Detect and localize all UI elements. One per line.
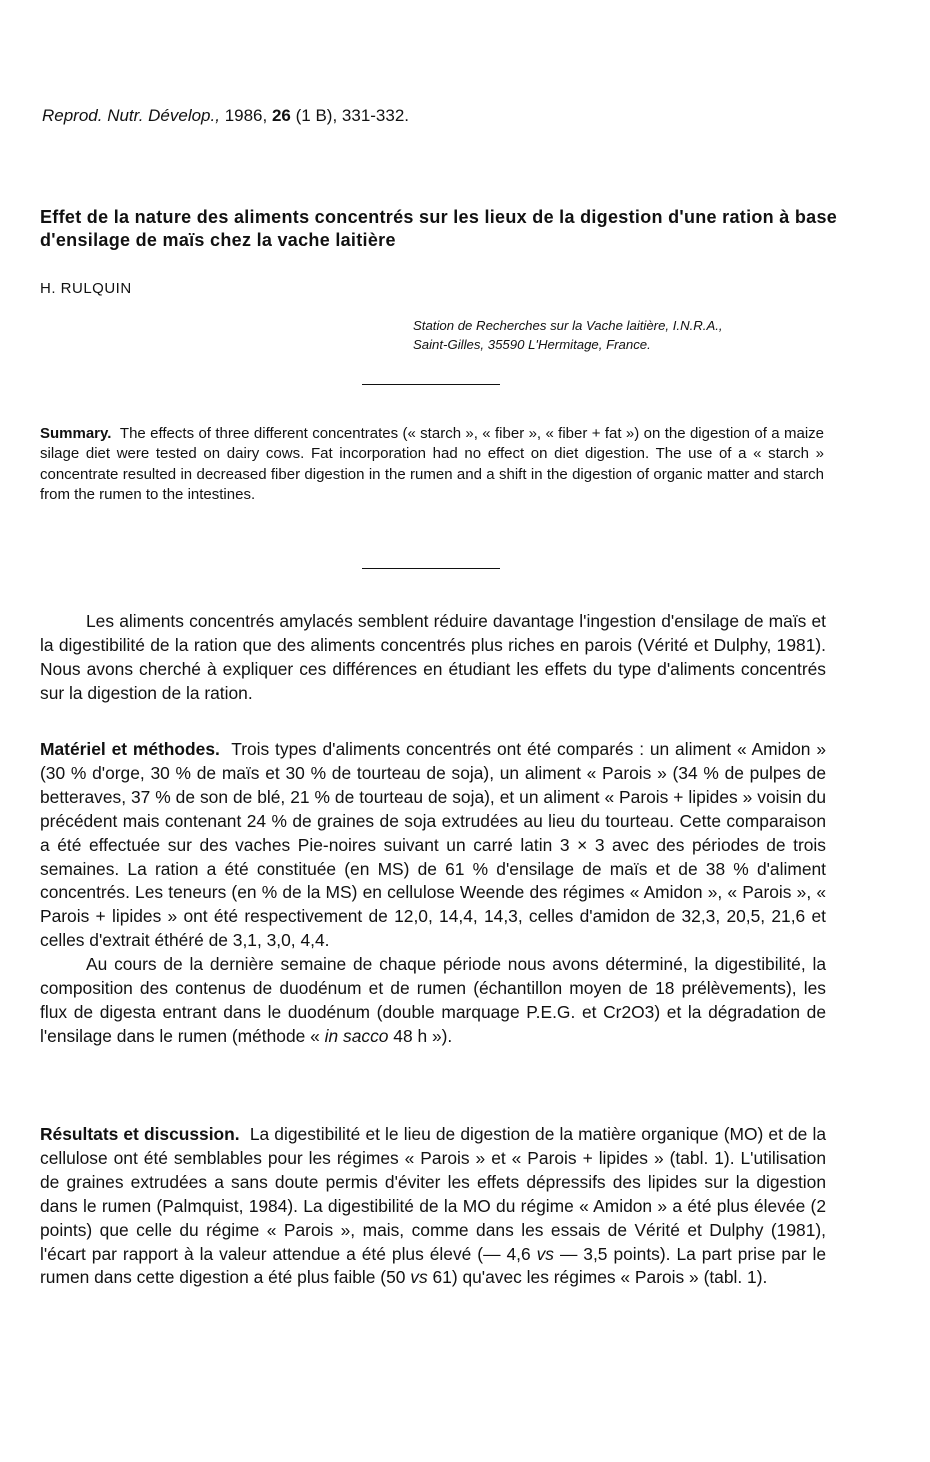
summary-text: The effects of three different concentrates (« starch », « fiber », « fiber + fat ») on the digestion of a maize silage diet were tested on dairy cows. Fat incorporation had no effect on diet digestion. The use of a « starch » concentrate resulted in decreased fiber digestion in the rumen and a shift in the digestion of organic matter and starch from the rumen to the intestines. — [40, 425, 824, 504]
affiliation-line-2: Saint-Gilles, 35590 L'Hermitage, France. — [413, 337, 651, 352]
results-vs-1: vs — [536, 1243, 554, 1264]
intro-paragraph: Les aliments concentrés amylacés semblent réduire davantage l'ingestion d'ensilage de maïs et la digestibilité de la ration que des aliments concentrés plus riches en parois (Vérité et Dulphy, 1981). Nous avons cherché à expliquer ces différences en étudiant les effets du type d'aliments concentrés sur la digestion de la ration. — [40, 611, 826, 703]
methods-heading: Matériel et méthodes. — [40, 739, 220, 759]
methods-section — [40, 738, 826, 1049]
author: H. RULQUIN — [40, 280, 132, 297]
affiliation — [413, 316, 853, 354]
methods-text-2a: Au cours de la dernière semaine de chaque période nous avons déterminé, la digestibilité, la composition des contenus de duodénum et de rumen (échantillon moyen de 18 prélèvements), les flux de digesta entrant dans le duodénum (double marquage P.E.G. et Cr2O3) et la dégradation de l'ensilage dans le rumen (méthode « — [40, 954, 826, 1046]
journal-name: Reprod. Nutr. Dévelop., — [42, 106, 220, 125]
results-text-a: La digestibilité et le lieu de digestion de la matière organique (MO) et de la cellulose ont été semblables pour les régimes « Parois » et « Parois + lipides » (tabl. 1). L'utilisation de graines extrudées a sans doute permis d'éviter les effets dépressifs des lipides sur la digestion dans le rumen (Palmquist, 1984). La digestibilité de la MO du régime « Amidon » a été plus élevée (2 points) que celle du régime « Parois », mais, comme dans les essais de Vérité et Dulphy (1981), l'écart par rapport à la valeur attendue a été plus élevé (— 4,6 — [40, 1124, 826, 1264]
methods-text-2b: 48 h »). — [388, 1025, 453, 1046]
article-title: Effet de la nature des aliments concentrés sur les lieux de la digestion d'une ration à base d'ensilage de maïs chez la vache laitière — [40, 207, 838, 250]
results-text-c: 61) qu'avec les régimes « Parois » (tabl. 1). — [427, 1267, 768, 1288]
divider-top — [362, 384, 500, 385]
results-heading: Résultats et discussion. — [40, 1124, 240, 1144]
results-text-b: — 3,5 points). La part prise par le rumen dans cette digestion a été plus faible (50 — [40, 1243, 826, 1288]
affiliation-line-1: Station de Recherches sur la Vache laitière, I.N.R.A., — [413, 318, 723, 333]
methods-text-2-italic: in sacco — [324, 1025, 389, 1046]
summary — [40, 424, 824, 506]
divider-bottom — [362, 568, 500, 569]
results-vs-2: vs — [410, 1267, 428, 1288]
methods-text: Trois types d'aliments concentrés ont été comparés : un aliment « Amidon » (30 % d'orge, 30 % de maïs et 30 % de tourteau de soja), un aliment « Parois » (34 % de pulpes de betteraves, 37 % de son de blé, 21 % de tourteau de soja), et un aliment « Parois + lipides » voisin du précédent mais contenant 24 % de graines de soja extrudées au lieu du tourteau. Cette comparaison a été effectuée sur des vaches Pie-noires suivant un carré latin 3 × 3 avec des périodes de trois semaines. La ration a été constituée (en MS) de 61 % d'ensilage de maïs et de 38 % d'aliment concentrés. Les teneurs (en % de la MS) en cellulose Weende des régimes « Amidon », « Parois », « Parois + lipides » ont été respectivement de 12,0, 14,4, 14,3, celles d'amidon de 32,3, 20,5, 21,6 et celles d'extrait éthéré de 3,1, 3,0, 4,4. — [40, 739, 826, 951]
citation-volume: 26 — [271, 106, 291, 125]
results-section — [40, 1123, 826, 1290]
citation — [42, 106, 409, 126]
summary-heading: Summary. — [40, 425, 112, 442]
methods-paragraph-2 — [40, 953, 826, 1049]
citation-pages: (1 B), 331-332. — [295, 106, 410, 125]
citation-year: 1986, — [224, 106, 268, 125]
